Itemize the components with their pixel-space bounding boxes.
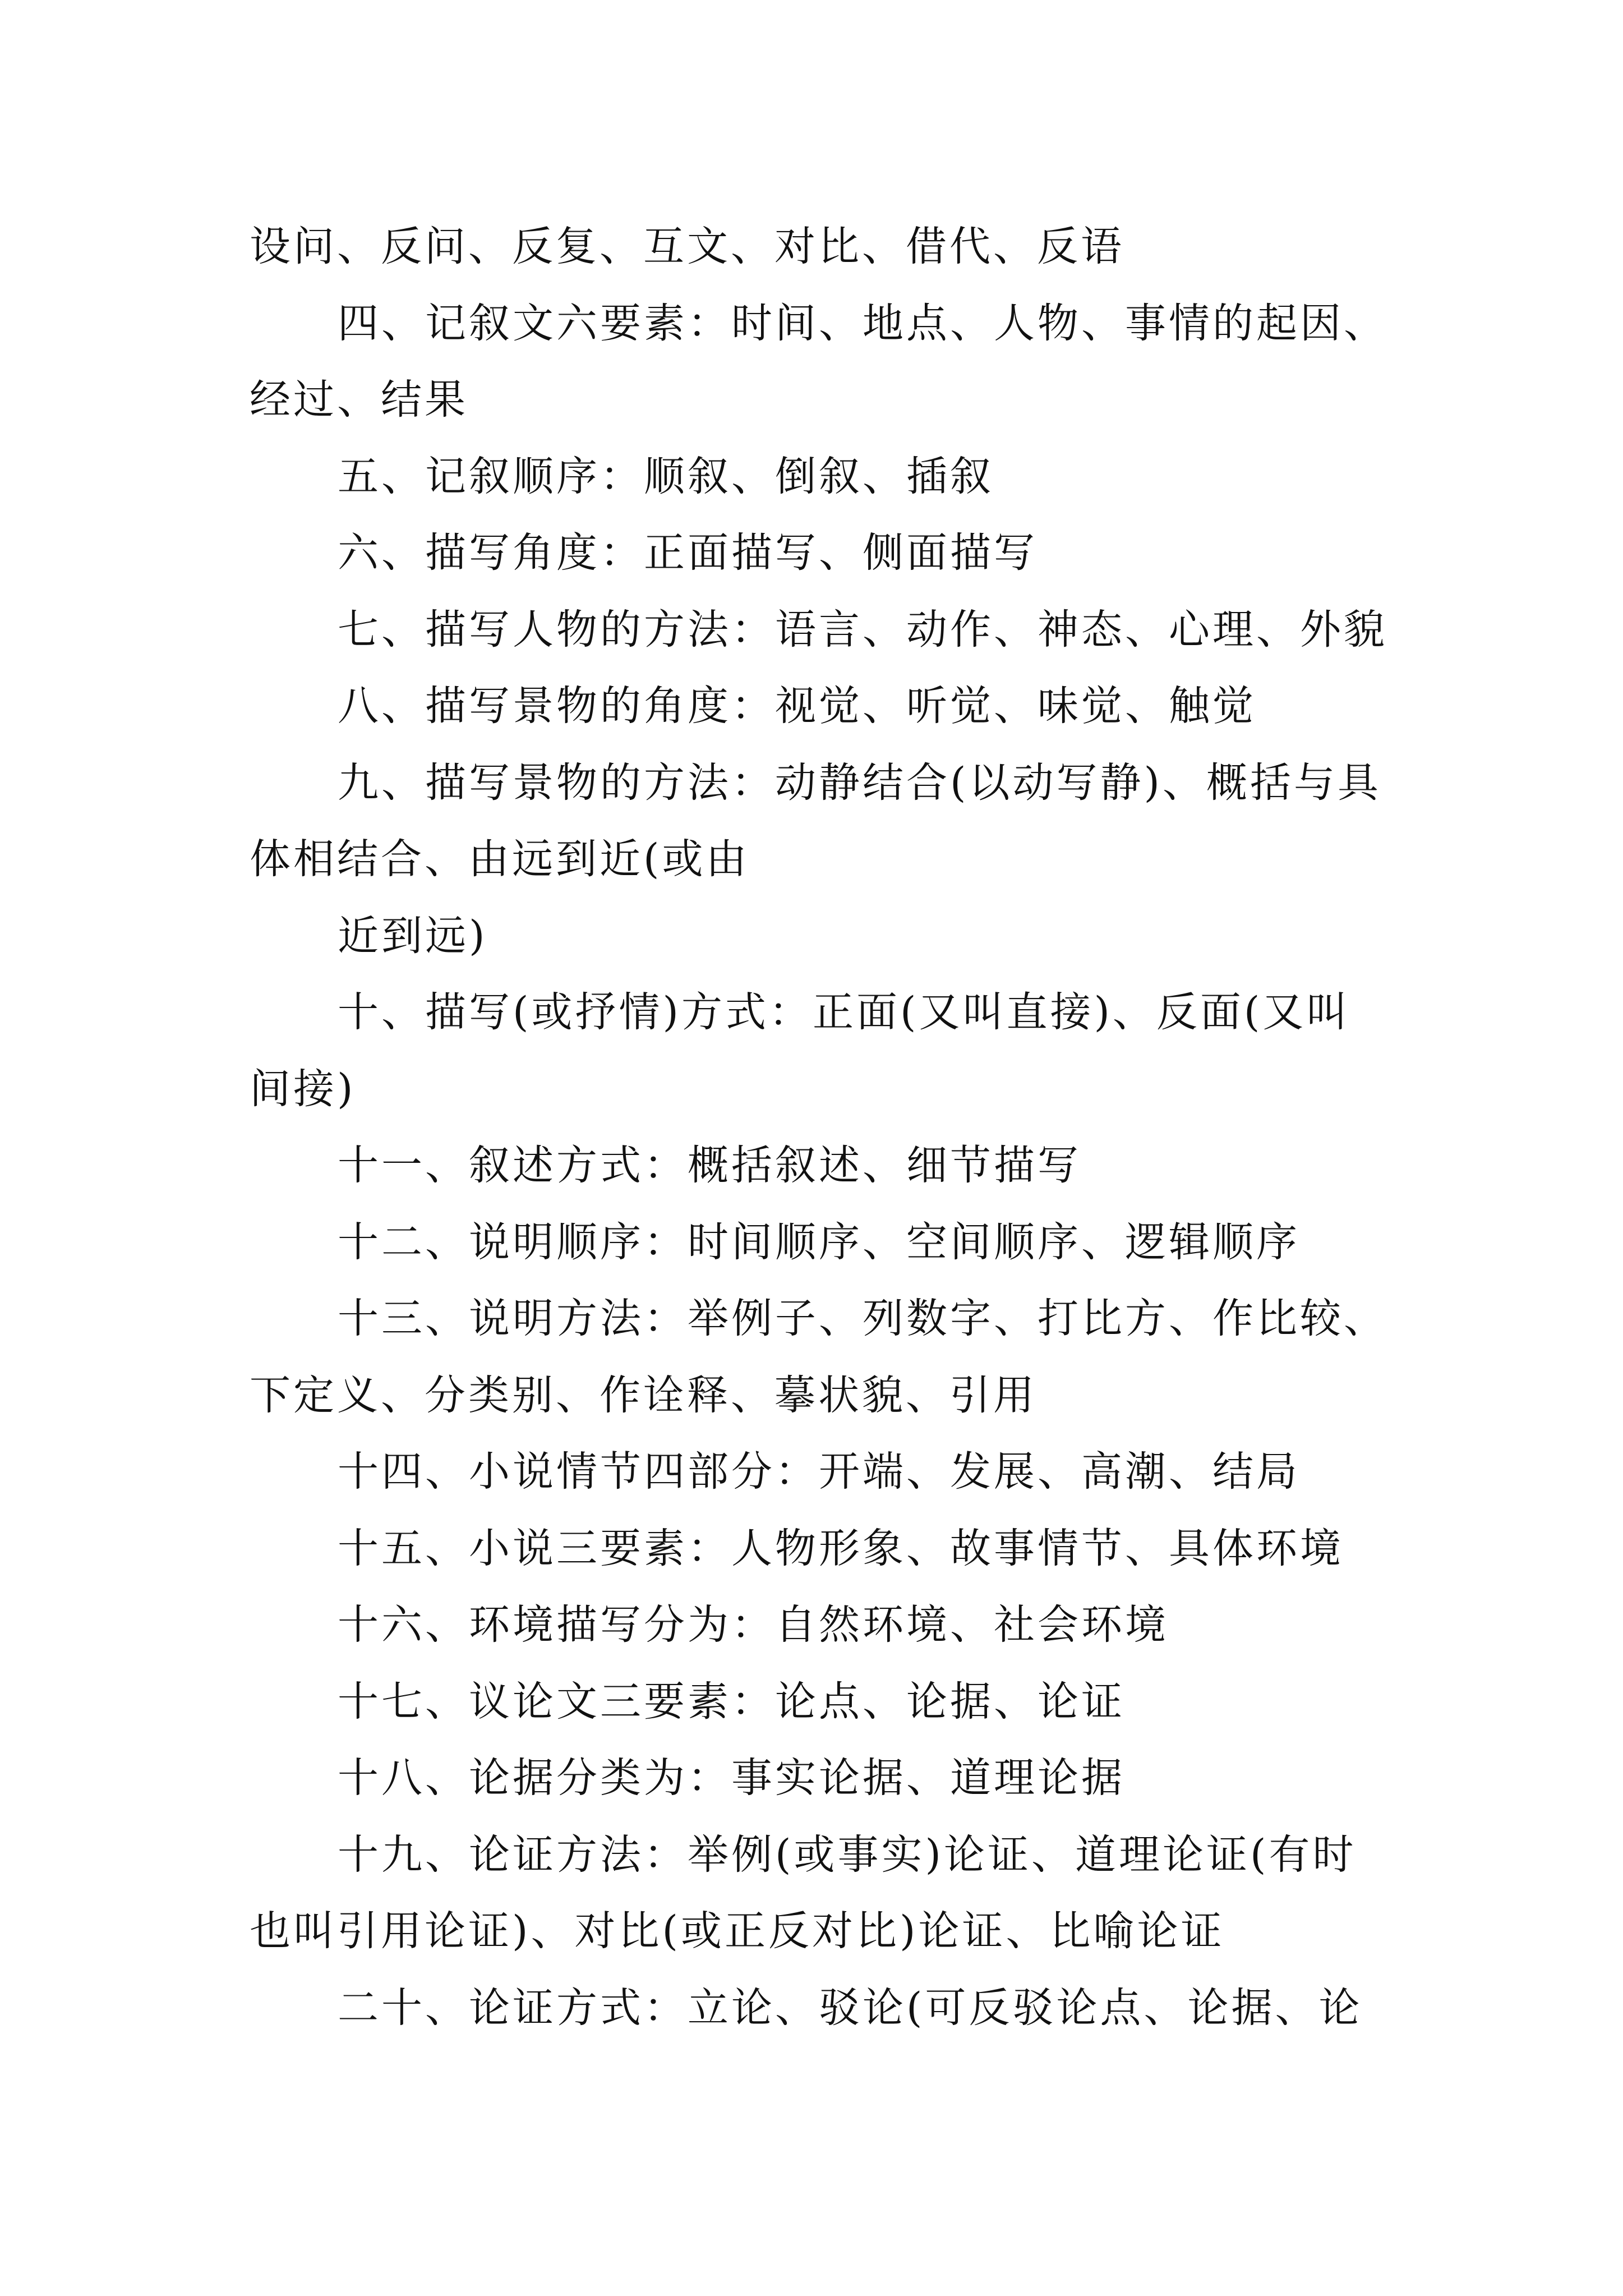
text-line: 九、描写景物的方法：动静结合(以动写静)、概括与具 bbox=[338, 758, 1381, 807]
text-line: 下定义、分类别、作诠释、摹状貌、引用 bbox=[250, 1371, 1037, 1419]
document-body bbox=[250, 209, 1416, 2046]
text-line: 十五、小说三要素：人物形象、故事情节、具体环境 bbox=[338, 1524, 1344, 1572]
text-line: 经过、结果 bbox=[250, 376, 468, 424]
text-line: 十七、议论文三要素：论点、论据、论证 bbox=[338, 1677, 1125, 1726]
text-line: 体相结合、由远到近(或由 bbox=[250, 835, 750, 883]
text-line: 十一、叙述方式：概括叙述、细节描写 bbox=[338, 1142, 1081, 1189]
text-line: 十六、环境描写分为：自然环境、社会环境 bbox=[338, 1601, 1169, 1649]
text-line: 十八、论据分类为：事实论据、道理论据 bbox=[338, 1754, 1125, 1802]
text-line: 五、记叙顺序：顺叙、倒叙、插叙 bbox=[338, 452, 994, 500]
text-line: 也叫引用论证)、对比(或正反对比)论证、比喻论证 bbox=[250, 1907, 1225, 1955]
text-line: 近到远) bbox=[338, 912, 488, 960]
text-line: 四、记叙文六要素：时间、地点、人物、事情的起因、 bbox=[338, 299, 1387, 347]
text-line: 十、描写(或抒情)方式：正面(又叫直接)、反面(又叫 bbox=[338, 988, 1350, 1036]
text-line: 二十、论证方式：立论、驳论(可反驳论点、论据、论 bbox=[338, 1984, 1363, 2032]
text-line: 十三、说明方法：举例子、列数字、打比方、作比较、 bbox=[338, 1295, 1387, 1342]
text-line: 间接) bbox=[250, 1065, 356, 1113]
text-line: 六、描写角度：正面描写、侧面描写 bbox=[338, 529, 1038, 577]
text-line: 十四、小说情节四部分：开端、发展、高潮、结局 bbox=[338, 1448, 1300, 1496]
text-line: 八、描写景物的角度：视觉、听觉、味觉、触觉 bbox=[338, 682, 1256, 730]
text-line: 七、描写人物的方法：语言、动作、神态、心理、外貌 bbox=[338, 605, 1387, 654]
text-line: 十九、论证方法：举例(或事实)论证、道理论证(有时 bbox=[338, 1830, 1357, 1879]
text-line: 十二、说明顺序：时间顺序、空间顺序、逻辑顺序 bbox=[338, 1218, 1300, 1266]
text-line: 设问、反问、反复、互文、对比、借代、反语 bbox=[250, 223, 1124, 270]
